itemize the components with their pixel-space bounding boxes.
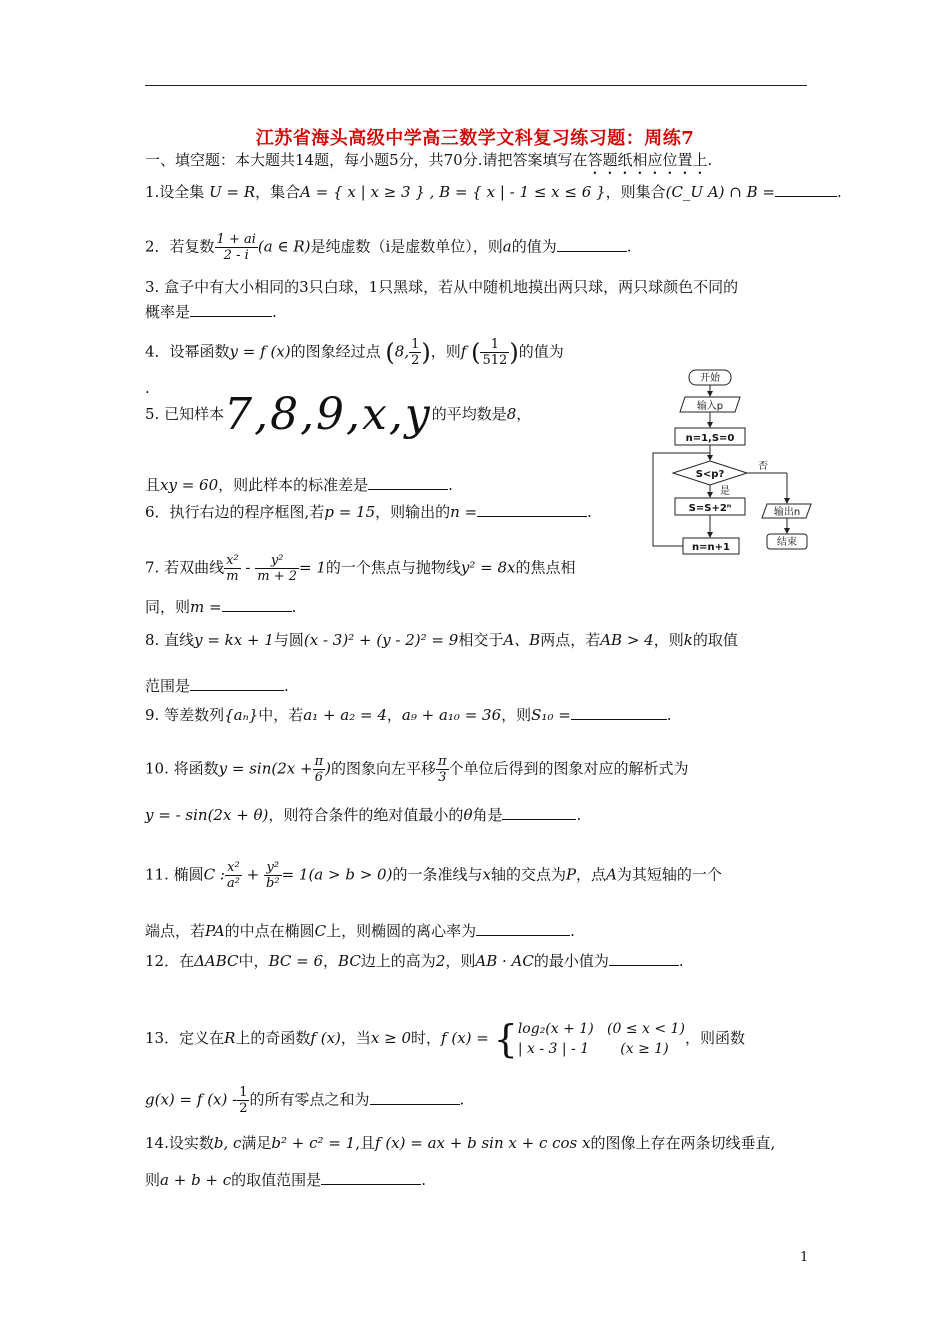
flow-yes-label: 是 — [720, 486, 730, 497]
question-7-line-2: 同，则m = . — [145, 598, 297, 616]
flow-init-label: n=1,S=0 — [685, 433, 735, 444]
answer-blank-6[interactable] — [477, 502, 587, 517]
question-14-line-2: 则a + b + c的取值范围是 . — [145, 1171, 426, 1189]
question-11: 11. 椭圆C : $\frac{\text{x²}}{\text{a²}}$ + $\frac{\text{y²}}{\text{b²}}$ = 1(a > b > 0)的一条准线与x轴的交点为P，点A为其短轴的一个 — [145, 860, 722, 891]
answer-blank-2[interactable] — [557, 237, 627, 252]
instruction: 一、填空题：本大题共14题，每小题5分，共70分.请把答案填写在答题纸相应位置上. — [145, 151, 713, 169]
question-1: 1.设全集 U = R，集合A = { x | x ≥ 3 } , B = { x | - 1 ≤ x ≤ 6 }，则集合(C_U A) ∩ B = . — [145, 183, 842, 201]
flow-output-label: 输出n — [773, 507, 801, 518]
question-14: 14.设实数b, c满足b² + c² = 1,且f (x) = ax + b sin x + c cos x的图像上存在两条切线垂直, — [145, 1134, 776, 1152]
answer-blank-7[interactable] — [222, 597, 292, 612]
question-10-line-2: y = - sin(2x + θ)，则符合条件的绝对值最小的θ角是 . — [145, 806, 582, 824]
flowchart — [645, 365, 820, 565]
flow-condition-label: S<p? — [695, 469, 725, 480]
flow-no-label: 否 — [758, 461, 768, 472]
question-6: 6．执行右边的程序框图,若p = 15，则输出的n = . — [145, 503, 592, 521]
answer-blank-9[interactable] — [571, 705, 667, 720]
answer-blank-8[interactable] — [190, 676, 284, 691]
question-4-dot: . — [145, 379, 150, 397]
flow-end-label: 结束 — [777, 537, 797, 548]
sample-values: 7,8,9,x,y — [224, 389, 432, 440]
answer-blank-11[interactable] — [476, 921, 570, 936]
question-13: 13．定义在R上的奇函数f (x)，当x ≥ 0时，f (x) = { log₂(x + 1) (0 ≤ x < 1) | x - 3 | - 1 (x ≥ 1) ，则函数 — [145, 1017, 745, 1061]
question-2: 2．若复数 $\frac{1 + ai}{2 - i}$ (a ∈ R)是纯虚数（i是虚数单位），则a的值为 . — [145, 232, 632, 263]
question-13-line-2: g(x) = f (x) - $\frac{1}{2}$ 的所有零点之和为 . — [145, 1085, 465, 1116]
flow-start-label: 开始 — [700, 373, 720, 384]
question-11-line-2: 端点，若PA的中点在椭圆C上，则椭圆的离心率为 . — [145, 922, 575, 940]
flow-update-label: S=S+2ⁿ — [688, 503, 732, 514]
answer-blank-14[interactable] — [321, 1170, 421, 1185]
question-3-line-1: 3. 盒子中有大小相同的3只白球，1只黑球，若从中随机地摸出两只球，两只球颜色不同的 — [145, 278, 739, 296]
question-3-line-2: 概率是 . — [145, 303, 277, 321]
answer-blank-13[interactable] — [370, 1090, 460, 1105]
question-5: 5. 已知样本7,8,9,x,y的平均数是8， — [145, 389, 532, 440]
answer-blank-5[interactable] — [368, 475, 448, 490]
question-12: 12．在ΔABC中，BC = 6，BC边上的高为2，则AB · AC的最小值为 . — [145, 952, 684, 970]
question-8-line-2: 范围是 . — [145, 677, 289, 695]
piecewise-cases: log₂(x + 1) (0 ≤ x < 1) | x - 3 | - 1 (x ≥ 1) — [517, 1021, 685, 1057]
page-number: 1 — [800, 1250, 809, 1265]
question-9: 9. 等差数列{aₙ}中，若a₁ + a₂ = 4，a₉ + a₁₀ = 36，则S₁₀ = . — [145, 706, 672, 724]
answer-blank-12[interactable] — [609, 951, 679, 966]
question-8: 8. 直线y = kx + 1与圆(x - 3)² + (y - 2)² = 9相交于A、B两点，若AB > 4，则k的取值 — [145, 631, 738, 649]
question-4: 4．设幂函数y = f (x)的图象经过点 (8, $\frac{1}{2}$ )，则f ( $\frac{1}{512}$ )的值为 — [145, 337, 564, 368]
answer-blank-1[interactable] — [775, 182, 837, 197]
document-title: 江苏省海头高级中学高三数学文科复习练习题：周练7 — [255, 128, 695, 149]
question-7: 7. 若双曲线 $\frac{\text{x²}}{m}$ - $\frac{\text{y²}}{m + 2}$ = 1的一个焦点与抛物线y² = 8x的焦点相 — [145, 553, 576, 584]
question-10: 10. 将函数y = sin(2x + $\frac{\pi}{6}$ )的图象向左平移 $\frac{\pi}{3}$ 个单位后得到的图象对应的解析式为 — [145, 754, 689, 785]
question-5-line-2: 且xy = 60，则此样本的标准差是 . — [145, 476, 453, 494]
flow-increment-label: n=n+1 — [692, 542, 730, 553]
top-rule — [145, 85, 807, 86]
answer-blank-10[interactable] — [502, 805, 576, 820]
flow-input-label: 输入p — [696, 401, 724, 412]
answer-blank-3[interactable] — [190, 302, 272, 317]
